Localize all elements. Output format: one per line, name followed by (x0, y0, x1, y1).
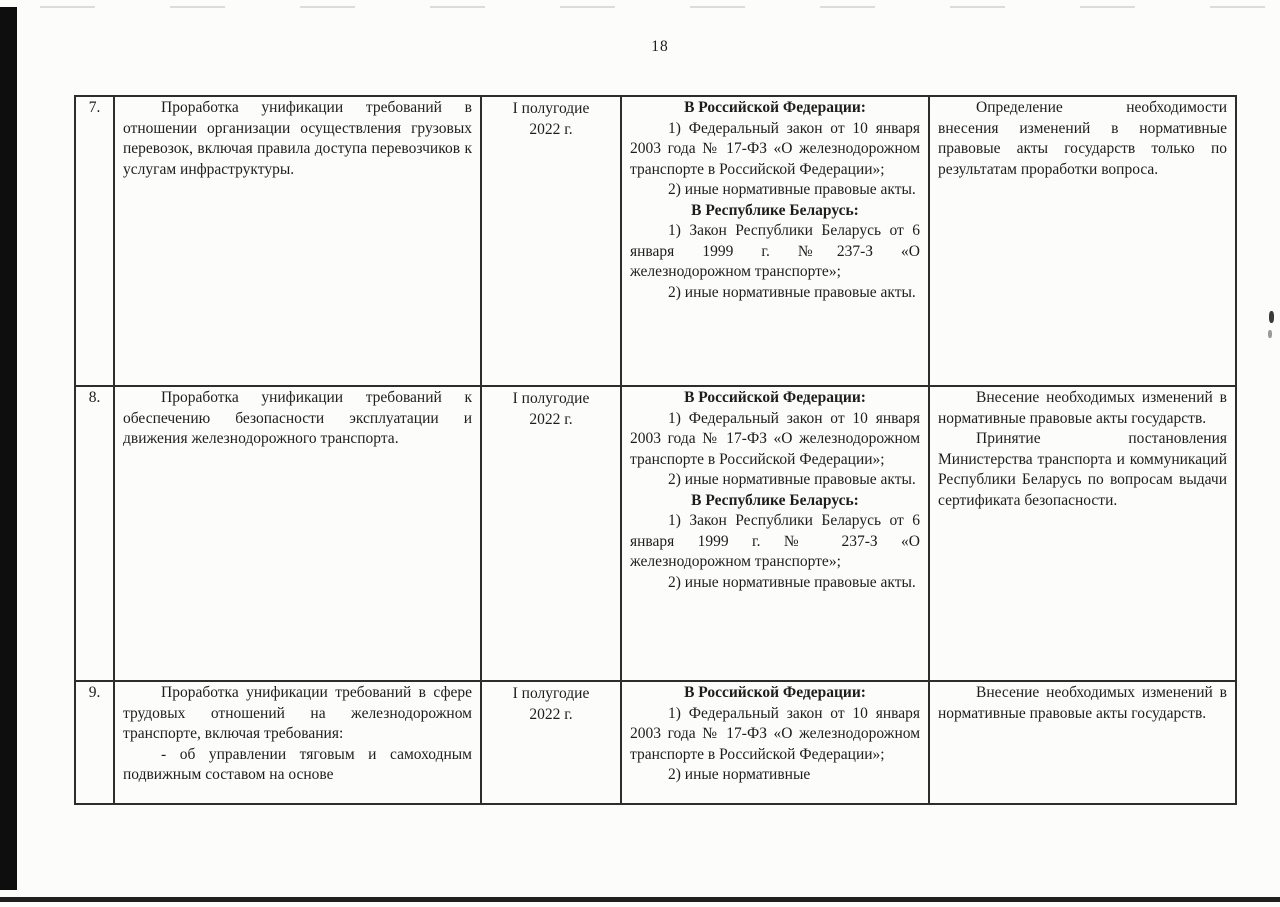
legal-header-rf: В Российской Федерации: (684, 389, 866, 406)
task-paragraph: Проработка унификации требований в сфере трудовых отношений на железнодорожном транспорте, включая требования: (123, 684, 472, 742)
legal-header-rb: В Республике Беларусь: (691, 201, 859, 219)
row-number: 7. (88, 99, 101, 116)
legal-item: 2) иные нормативные правовые акты. (668, 573, 916, 591)
task-cell (114, 96, 481, 386)
tasks-table (74, 95, 1237, 805)
table-row (75, 96, 1236, 386)
result-paragraph: Внесение необходимых изменений в нормативные правовые акты государств. (938, 389, 1227, 427)
legal-item: 2) иные нормативные (668, 766, 811, 783)
scan-speck-artifact (1268, 330, 1272, 338)
table-row (75, 386, 1236, 681)
legal-item: 2) иные нормативные правовые акты. (668, 471, 916, 488)
task-cell (114, 681, 481, 804)
task-paragraph: Проработка унификации требований к обеспечению безопасности эксплуатации и движения железнодорожного транспорта. (123, 389, 472, 447)
legal-cell (621, 96, 929, 386)
legal-header-rb: В Республике Беларусь: (691, 491, 859, 509)
timeline-cell (481, 386, 621, 681)
page-number: 18 (651, 38, 669, 55)
task-paragraph: Проработка унификации требований в отношении организации осуществления грузовых перевозок, включая правила доступа перевозчиков к услугам инфраструктуры. (123, 99, 472, 178)
task-cell (114, 386, 481, 681)
timeline-line: 2022 г. (529, 705, 573, 723)
legal-item: 2) иные нормативные правовые акты. (668, 181, 916, 198)
legal-header-rf: В Российской Федерации: (684, 99, 866, 116)
scan-bottom-line-artifact (0, 897, 1280, 902)
timeline-cell (481, 96, 621, 386)
timeline-line: I полугодие (512, 390, 590, 407)
legal-cell (621, 681, 929, 804)
row-number: 8. (88, 389, 101, 406)
result-paragraph: Внесение необходимых изменений в нормативные правовые акты государств. (938, 684, 1227, 722)
legal-item: 1) Закон Республики Беларусь от 6 января 1999 г. №237-З «О железнодорожном транспорте»; (630, 222, 920, 280)
scan-smudge-artifact (40, 6, 1280, 8)
result-cell (929, 96, 1236, 386)
row-number-cell (75, 386, 114, 681)
result-cell (929, 681, 1236, 804)
task-paragraph: - об управлении тяговым и самоходным подвижным составом на основе (123, 745, 472, 783)
timeline-line: 2022 г. (529, 410, 573, 428)
legal-item: 2) иные нормативные правовые акты. (668, 283, 916, 301)
row-number-cell (75, 681, 114, 804)
legal-item: 1) Федеральный закон от 10 января 2003 года № 17-ФЗ «О железнодорожном транспорте в Российской Федерации»; (630, 704, 920, 763)
timeline-line: I полугодие (512, 685, 590, 702)
row-number: 9. (88, 684, 101, 701)
legal-item: 1) Закон Республики Беларусь от 6 января 1999 г. № 237-З «О железнодорожном транспорте»; (630, 512, 920, 570)
legal-item: 1) Федеральный закон от 10 января 2003 года № 17-ФЗ «О железнодорожном транспорте в Российской Федерации»; (630, 409, 920, 468)
timeline-line: I полугодие (512, 100, 590, 117)
table-row (75, 681, 1236, 804)
result-paragraph: Определение необходимости внесения изменений в нормативные правовые акты государств только по результатам проработки вопроса. (938, 99, 1227, 178)
scan-speck-artifact (1269, 311, 1274, 323)
timeline-line: 2022 г. (529, 120, 573, 138)
row-number-cell (75, 96, 114, 386)
legal-cell (621, 386, 929, 681)
scan-edge-bar-artifact (0, 7, 17, 890)
timeline-cell (481, 681, 621, 804)
result-cell (929, 386, 1236, 681)
legal-header-rf: В Российской Федерации: (684, 684, 866, 701)
legal-item: 1) Федеральный закон от 10 января 2003 года № 17-ФЗ «О железнодорожном транспорте в Российской Федерации»; (630, 119, 920, 178)
result-paragraph: Принятие постановления Министерства транспорта и коммуникаций Республики Беларусь по вопросам выдачи сертификата безопасности. (938, 430, 1227, 509)
